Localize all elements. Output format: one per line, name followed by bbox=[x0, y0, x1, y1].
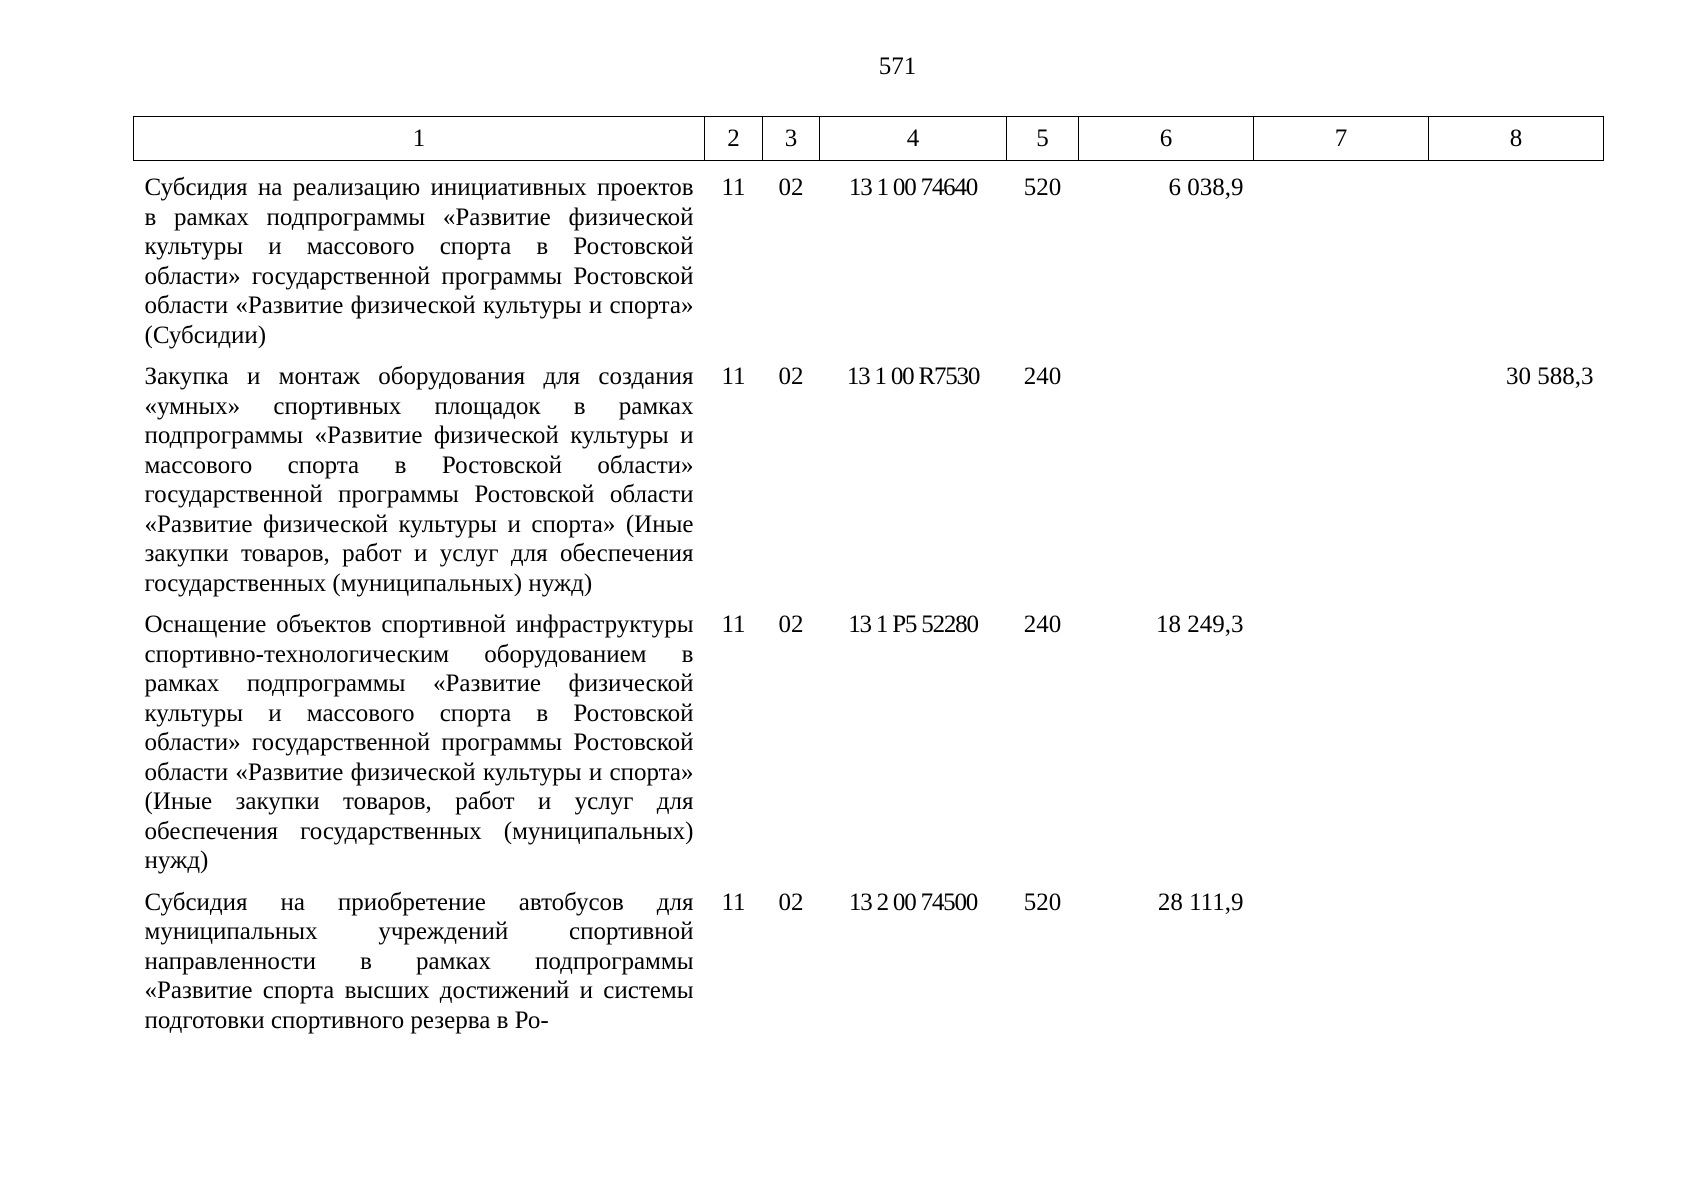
column-header-2: 2 bbox=[705, 117, 763, 161]
table-row bbox=[134, 167, 1604, 356]
row-target-code: 13 1 P5 52280 bbox=[848, 611, 978, 638]
row-target-code: 13 1 00 74640 bbox=[848, 174, 978, 201]
column-header-4: 4 bbox=[820, 117, 1007, 161]
column-header-6: 6 bbox=[1079, 117, 1254, 161]
row-target-code: 13 1 00 R7530 bbox=[846, 363, 980, 390]
row-section: 11 bbox=[721, 174, 746, 201]
row-amount-col7 bbox=[1254, 882, 1429, 1042]
row-amount-col6 bbox=[1079, 356, 1254, 604]
row-amount-col8 bbox=[1429, 882, 1604, 1042]
row-target-code: 13 2 00 74500 bbox=[848, 888, 978, 916]
row-expense-type: 240 bbox=[1023, 611, 1062, 638]
row-subsection: 02 bbox=[778, 363, 804, 390]
row-description: Субсидия на реализацию инициативных проектов в рамках подпрограммы «Развитие физической культуры и массового спорта в Ростовской области» государственной программы Ростовской области «Развитие физической культуры и спорта» (Субсидии) bbox=[144, 174, 694, 349]
budget-table bbox=[133, 116, 1603, 1041]
row-subsection: 02 bbox=[778, 611, 804, 638]
column-header-3: 3 bbox=[763, 117, 820, 161]
column-header-1: 1 bbox=[134, 117, 705, 161]
row-description: Закупка и монтаж оборудования для создания «умных» спортивных площадок в рамках подпрограммы «Развитие физической культуры и массового спорта в Ростовской области» государственной программы Ростовской области «Развитие физической культуры и спорта» (Иные закупки товаров, работ и услуг для обеспечения государственных (муниципальных) нужд) bbox=[144, 363, 694, 597]
row-subsection: 02 bbox=[778, 174, 804, 201]
row-amount-col8 bbox=[1429, 167, 1604, 356]
row-description: Оснащение объектов спортивной инфраструктуры спортивно-технологическим оборудованием в рамках подпрограммы «Развитие физической культуры и массового спорта в Ростовской области» государственной программы Ростовской области «Развитие физической культуры и спорта» (Иные закупки товаров, работ и услуг для обеспечения государственных (муниципальных) нужд) bbox=[144, 611, 694, 874]
column-header-5: 5 bbox=[1007, 117, 1079, 161]
column-header-8: 8 bbox=[1429, 117, 1604, 161]
row-amount-col8: 30 588,3 bbox=[1506, 363, 1594, 390]
column-header-7: 7 bbox=[1254, 117, 1429, 161]
row-subsection: 02 bbox=[778, 888, 804, 916]
row-expense-type: 520 bbox=[1023, 888, 1062, 916]
table-row bbox=[134, 356, 1604, 604]
row-amount-col7 bbox=[1254, 167, 1429, 356]
row-expense-type: 240 bbox=[1023, 363, 1062, 390]
row-description: Субсидия на приобретение автобусов для муниципальных учреждений спортивной направленности в рамках подпрограммы «Развитие спорта высших достижений и системы подготовки спортивного резерва в Ро- bbox=[144, 888, 694, 1034]
row-amount-col6: 18 249,3 bbox=[1156, 611, 1244, 638]
table-row bbox=[134, 604, 1604, 882]
row-section: 11 bbox=[721, 363, 746, 390]
page-number: 571 bbox=[878, 53, 917, 80]
row-expense-type: 520 bbox=[1023, 174, 1062, 201]
row-section: 11 bbox=[721, 888, 746, 916]
table-row bbox=[134, 882, 1604, 1042]
row-amount-col6: 6 038,9 bbox=[1168, 174, 1244, 201]
table-header-row bbox=[134, 117, 1604, 161]
row-amount-col6: 28 111,9 bbox=[1157, 888, 1244, 916]
row-amount-col8 bbox=[1429, 604, 1604, 882]
row-section: 11 bbox=[721, 611, 746, 638]
row-amount-col7 bbox=[1254, 604, 1429, 882]
row-amount-col7 bbox=[1254, 356, 1429, 604]
